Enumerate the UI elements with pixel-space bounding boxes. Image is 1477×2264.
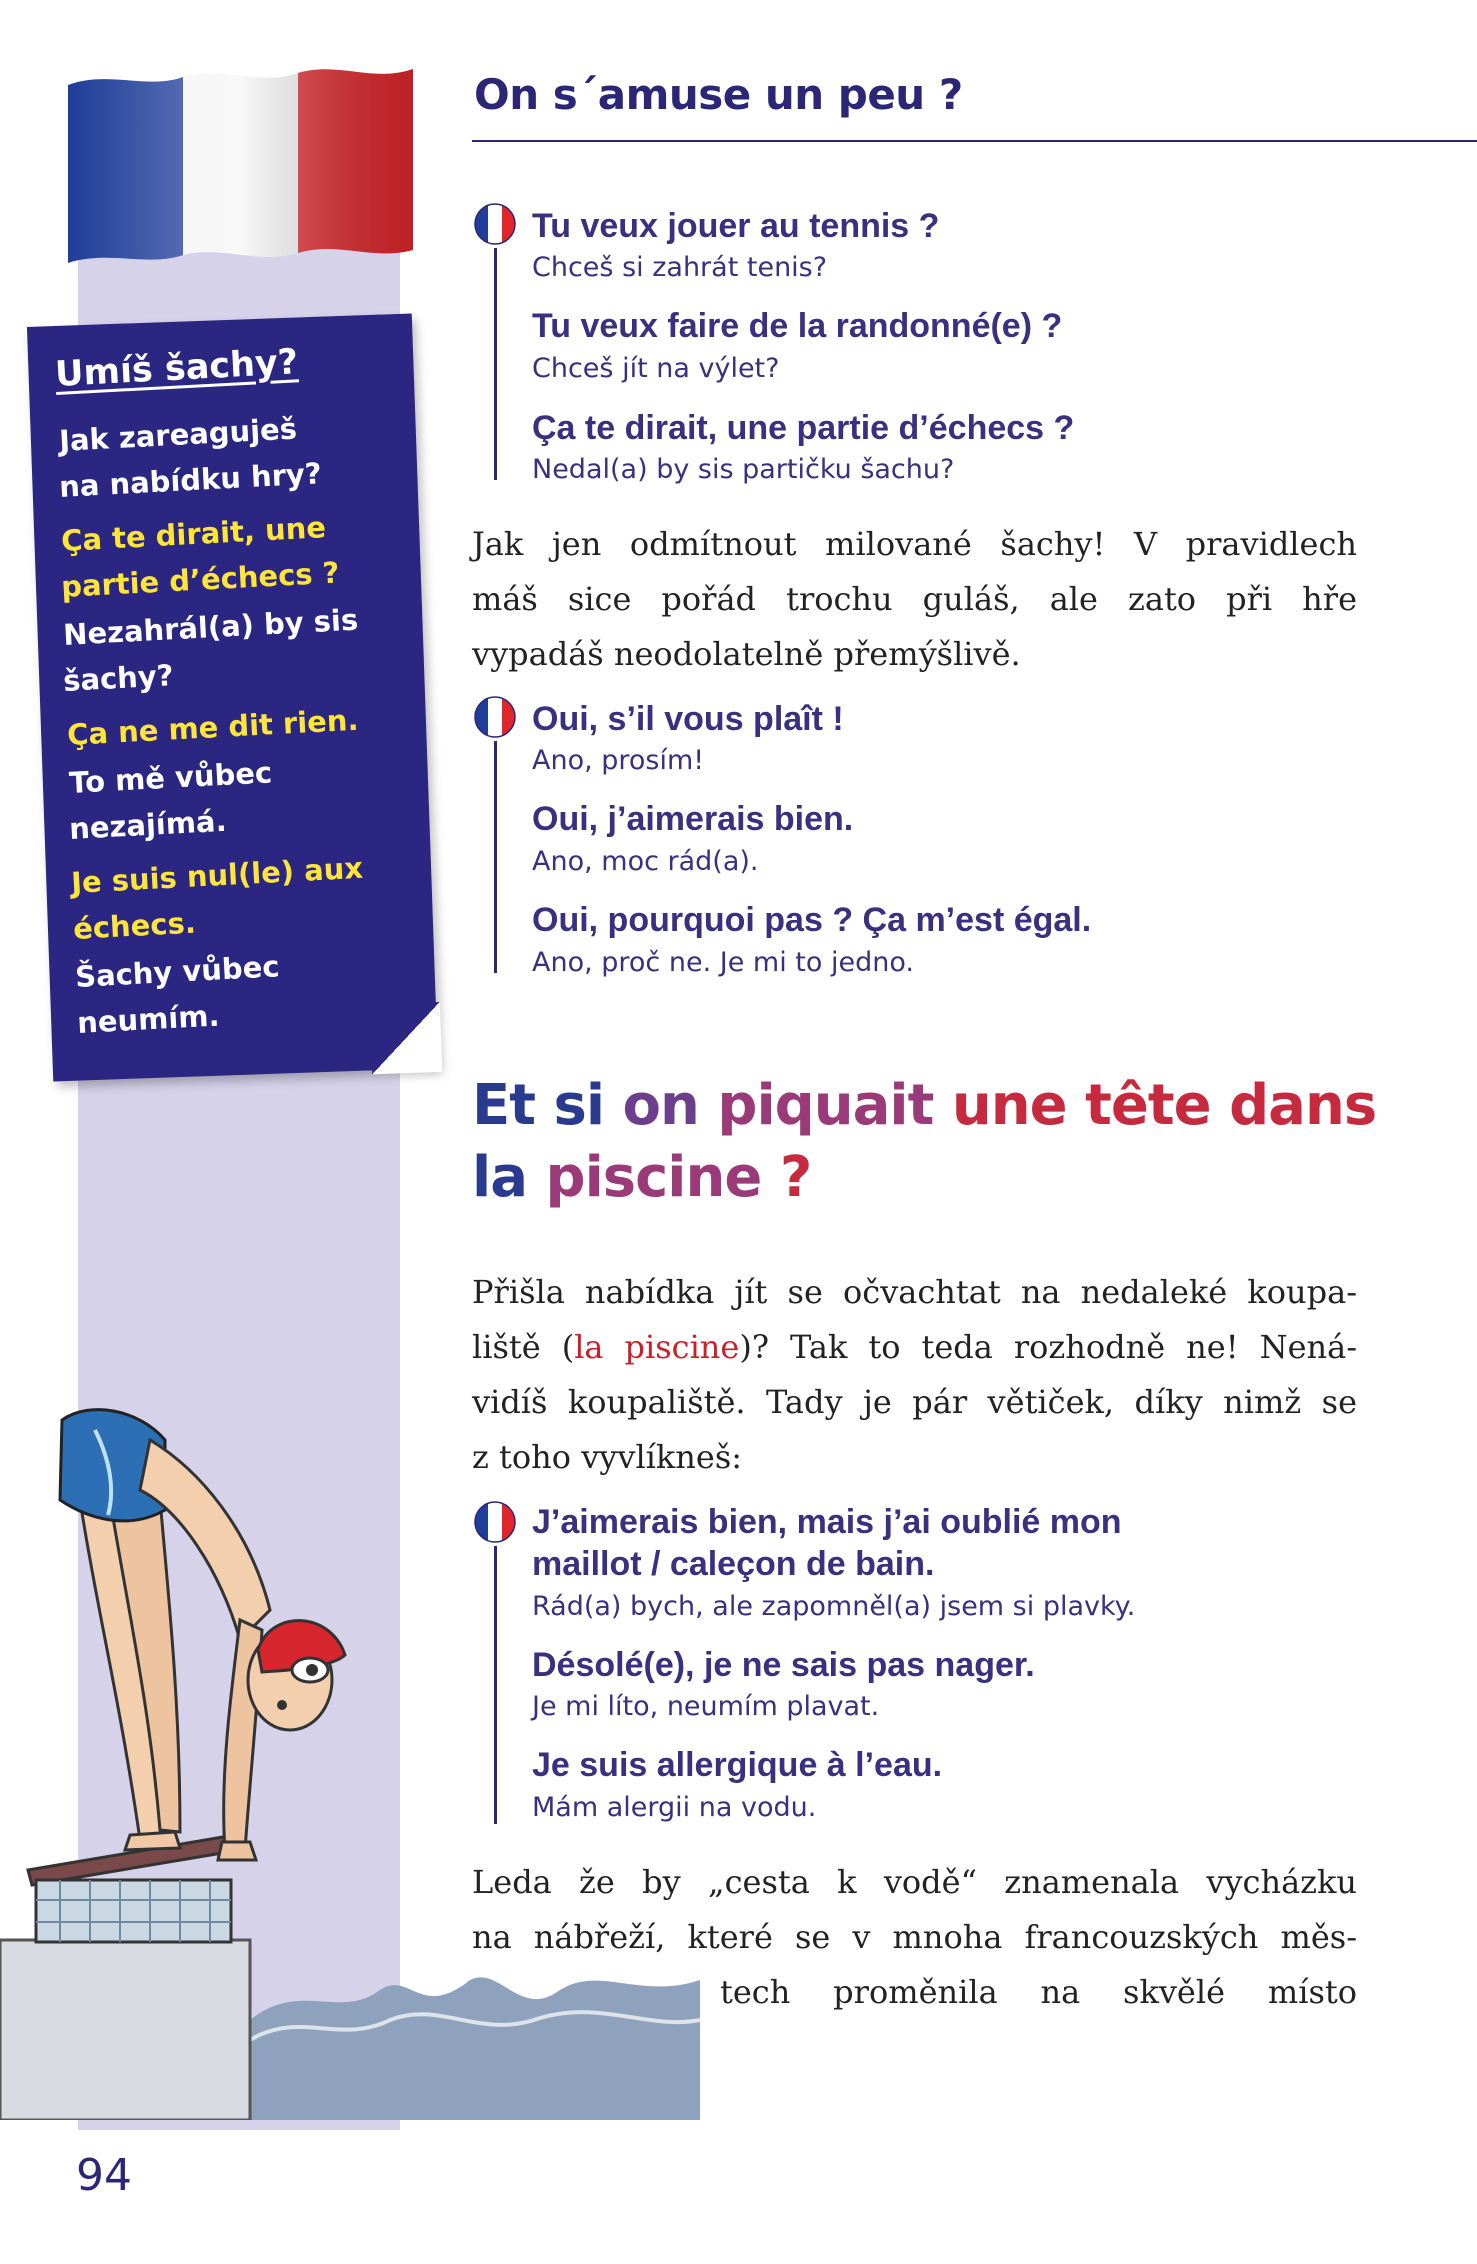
heading-word: une tête dans — [951, 1073, 1377, 1138]
french-flag-icon — [473, 695, 517, 739]
heading-word: ? — [779, 1145, 812, 1210]
czech-translation: Nedal(a) by sis partičku šachu? — [532, 454, 955, 485]
heading-word: piquait — [717, 1073, 952, 1138]
sidebar-line: partie d’échecs ? — [60, 555, 341, 604]
sidebar-line: šachy? — [62, 658, 175, 698]
page-title: On s´amuse un peu ? — [474, 70, 963, 119]
sidebar-line: neumím. — [76, 998, 221, 1040]
text-line: Leda že by „cesta k vodě“ znamenala vycházku — [472, 1863, 1357, 1901]
french-phrase: Tu veux jouer au tennis ? — [532, 207, 940, 245]
french-flag-icon — [473, 202, 517, 246]
header-divider — [472, 140, 1477, 142]
czech-translation: Ano, moc rád(a). — [532, 846, 759, 877]
czech-translation: Rád(a) bych, ale zapomněl(a) jsem si plavky. — [532, 1591, 1136, 1622]
french-phrase: Désolé(e), je ne sais pas nager. — [532, 1646, 1035, 1684]
french-phrase: Tu veux faire de la randonné(e) ? — [532, 307, 1063, 345]
sidebar-line: Jak zareaguješ — [58, 411, 298, 458]
sidebar-line: Je suis nul(le) aux — [70, 850, 364, 900]
highlighted-term: la piscine — [574, 1328, 740, 1366]
french-flag-icon — [473, 1500, 517, 1544]
sidebar-line: nezajímá. — [68, 803, 228, 846]
body-paragraph — [472, 1855, 1357, 2020]
french-flag-illustration — [58, 55, 418, 285]
starting-block — [36, 1880, 231, 1942]
text-line: tech proměnila na skvělé místo — [720, 1973, 1357, 2011]
french-phrase: Ça te dirait, une partie d’échecs ? — [532, 409, 1075, 447]
section-heading — [472, 1070, 1376, 1214]
french-phrase: Oui, s’il vous plaît ! — [532, 700, 844, 738]
text-line: z toho vyvlíkneš: — [472, 1438, 743, 1476]
french-phrase: J’aimerais bien, mais j’ai oublié mon — [532, 1503, 1122, 1541]
sidebar-line: Ça te dirait, une — [60, 510, 327, 558]
text-line: na nábřeží, které se v mnoha francouzských měs- — [472, 1918, 1357, 1956]
text-line: vidíš koupaliště. Tady je pár větiček, díky nimž se — [472, 1383, 1357, 1421]
czech-translation: Chceš si zahrát tenis? — [532, 252, 828, 283]
text-line: máš sice pořád trochu guláš, ale zato při hře — [472, 580, 1357, 618]
pool-edge — [0, 1940, 250, 2120]
heading-word: piscine — [545, 1145, 780, 1210]
phrase-group-bar — [494, 741, 497, 973]
french-phrase: Oui, pourquoi pas ? Ça m’est égal. — [532, 901, 1092, 939]
heading-word: on — [622, 1073, 718, 1138]
czech-translation: Je mi líto, neumím plavat. — [532, 1691, 880, 1722]
text-line: vypadáš neodolatelně přemýšlivě. — [472, 635, 1021, 673]
text-line: Přišla nabídka jít se očvachtat na nedaleké koupa- — [472, 1273, 1357, 1311]
sidebar-line: To mě vůbec — [68, 755, 273, 800]
text-line — [472, 1320, 1357, 1375]
text-span: )? Tak to teda rozhodně ne! Nená- — [739, 1328, 1358, 1366]
sidebar-line: Ça ne me dit rien. — [66, 702, 360, 752]
body-paragraph — [472, 517, 1357, 682]
sidebar-line: na nabídku hry? — [58, 456, 323, 504]
phrase-group-bar — [494, 248, 497, 480]
french-phrase: maillot / caleçon de bain. — [532, 1545, 935, 1583]
body-paragraph — [472, 1265, 1357, 1485]
czech-translation: Mám alergii na vodu. — [532, 1792, 817, 1823]
text-line: Jak jen odmítnout milované šachy! V pravidlech — [472, 525, 1357, 563]
french-phrase: Je suis allergique à l’eau. — [532, 1746, 943, 1784]
czech-translation: Chceš jít na výlet? — [532, 353, 780, 384]
sidebar-line: Šachy vůbec — [74, 949, 281, 994]
sidebar-line: échecs. — [72, 905, 197, 946]
czech-translation: Ano, prosím! — [532, 745, 705, 776]
page-fold-corner — [370, 1002, 442, 1074]
french-phrase: Oui, j’aimerais bien. — [532, 800, 854, 838]
sidebar-line: Nezahrál(a) by sis — [62, 602, 359, 652]
czech-translation: Ano, proč ne. Je mi to jedno. — [532, 947, 914, 978]
phrase-group-bar — [494, 1546, 497, 1824]
sidebar-title: Umíš šachy? — [54, 342, 300, 395]
text-span: liště ( — [472, 1328, 575, 1366]
page-number: 94 — [76, 2150, 132, 2201]
heading-word: la — [472, 1145, 546, 1210]
heading-word: Et si — [472, 1073, 623, 1138]
